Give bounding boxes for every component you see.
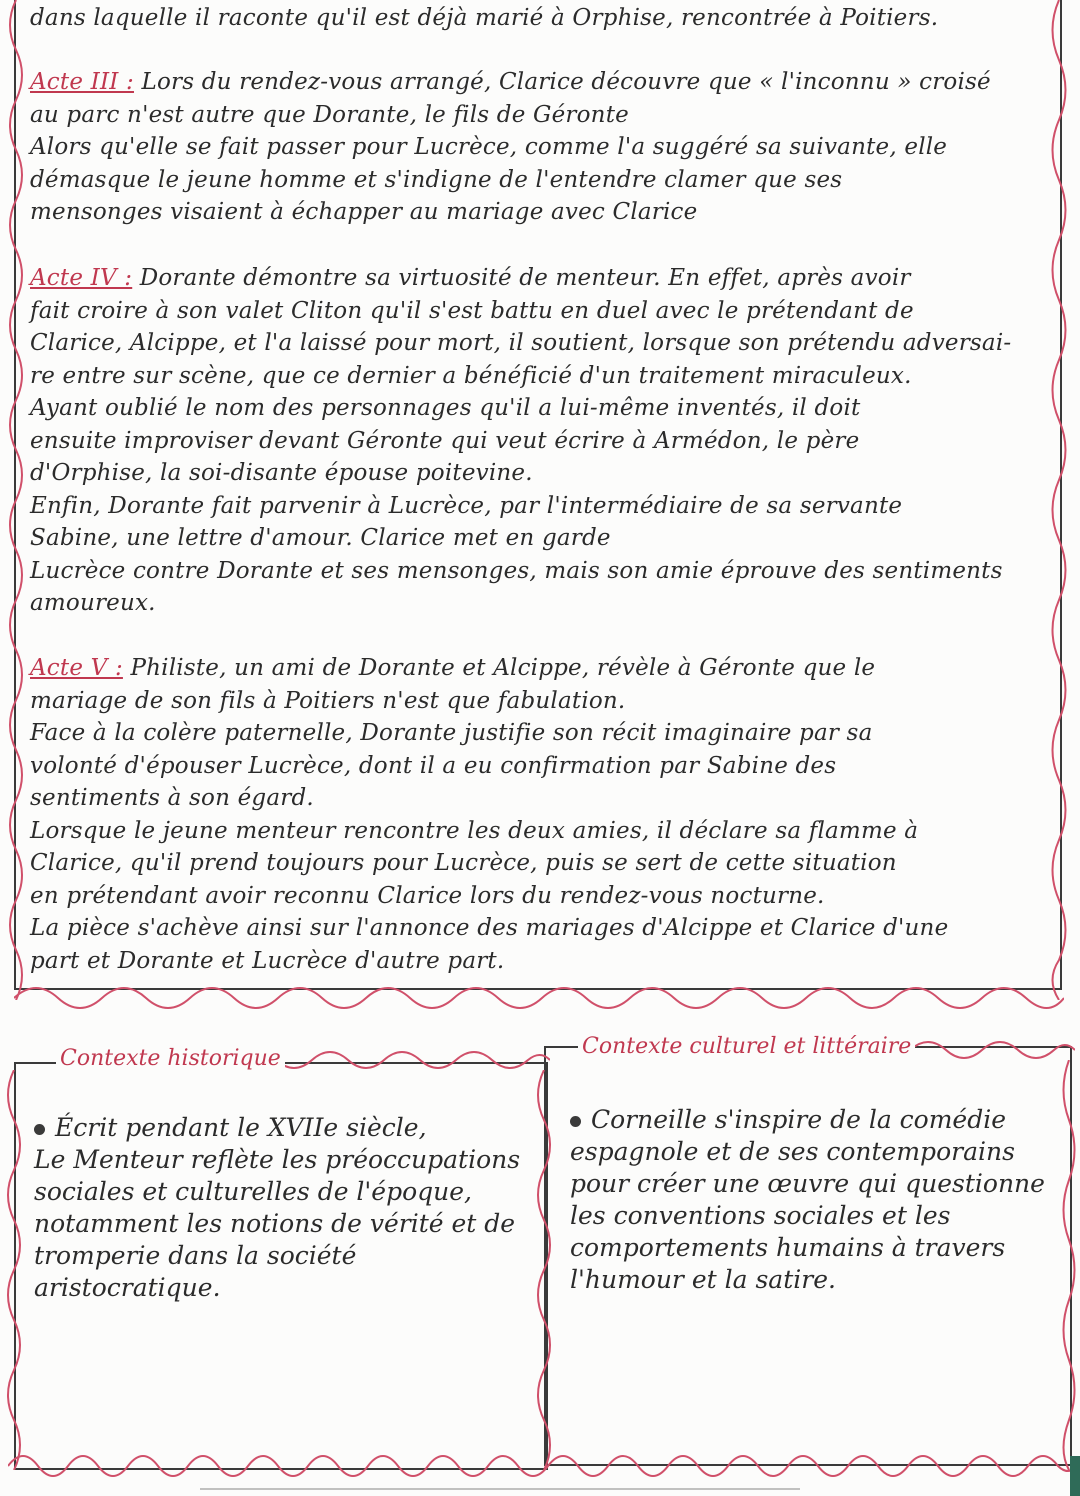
act-3-section (30, 66, 1050, 229)
bullet-icon (570, 1116, 581, 1127)
page-edge-line (200, 1488, 800, 1490)
notebook-tab (1070, 1456, 1080, 1496)
bullet-icon (34, 1124, 45, 1135)
act-4-line-4: Ayant oublié le nom des personnages qu'il a lui-même inventés, il doit (30, 395, 861, 421)
act-5-line-3: volonté d'épouser Lucrèce, dont il a eu confirmation par Sabine des (30, 752, 837, 779)
act-3-label: Acte III : (30, 69, 134, 95)
cult-line-0: Corneille s'inspire de la comédie (591, 1105, 1007, 1134)
act-5-line-5: Lorsque le jeune menteur rencontre les deux amies, il déclare sa flamme à (30, 817, 919, 844)
cultural-context-text (570, 1104, 1070, 1296)
act-5-line-1: mariage de son fils à Poitiers n'est que fabulation. (30, 687, 626, 714)
act-5-line-9: part et Dorante et Lucrèce d'autre part. (30, 947, 505, 974)
historical-context-title: Contexte historique (56, 1046, 285, 1071)
act-3-line-0: Lors du rendez-vous arrangé, Clarice découvre que « l'inconnu » croisé (141, 69, 991, 95)
hist-line-5: aristocratique. (34, 1273, 221, 1302)
act-4-line-7: Enfin, Dorante fait parvenir à Lucrèce, par l'intermédiaire de sa servante (30, 492, 903, 519)
act-3-line-4: mensonges visaient à échapper au mariage avec Clarice (30, 199, 698, 225)
cultural-context-title: Contexte culturel et littéraire (578, 1034, 915, 1059)
hist-line-4: tromperie dans la société (34, 1241, 357, 1270)
act-5-section (30, 652, 1050, 977)
hist-line-1: Le Menteur reflète les préoccupations (34, 1145, 521, 1174)
act-4-line-8: Sabine, une lettre d'amour. Clarice met en garde (30, 525, 611, 551)
historical-context-text (34, 1112, 534, 1304)
act-4-line-10: amoureux. (30, 590, 156, 616)
act-5-line-4: sentiments à son égard. (30, 785, 314, 811)
act-5-line-7: en prétendant avoir reconnu Clarice lors du rendez-vous nocturne. (30, 882, 825, 909)
act-3-line-1: au parc n'est autre que Dorante, le fils de Géronte (30, 101, 629, 128)
act-5-line-0: Philiste, un ami de Dorante et Alcippe, révèle à Géronte que le (130, 655, 876, 681)
cult-line-1: espagnole et de ses contemporains (570, 1137, 1015, 1166)
top-line: dans laquelle il raconte qu'il est déjà marié à Orphise, rencontrée à Poitiers. (30, 5, 939, 31)
act-3-line-3: démasque le jeune homme et s'indigne de l'entendre clamer que ses (30, 166, 843, 193)
act-5-line-8: La pièce s'achève ainsi sur l'annonce des mariages d'Alcippe et Clarice d'une (30, 915, 949, 941)
cult-line-5: l'humour et la satire. (570, 1265, 836, 1294)
act-5-line-6: Clarice, qu'il prend toujours pour Lucrèce, puis se sert de cette situation (30, 850, 897, 876)
act-4-label: Acte IV : (30, 265, 133, 291)
cult-line-3: les conventions sociales et les (570, 1201, 951, 1230)
hist-line-0: Écrit pendant le XVIIe siècle, (55, 1113, 427, 1142)
act-4-line-9: Lucrèce contre Dorante et ses mensonges, mais son amie éprouve des sentiments (30, 557, 1003, 584)
continued-text (30, 2, 1050, 35)
act-4-line-3: re entre sur scène, que ce dernier a bénéficié d'un traitement miraculeux. (30, 362, 912, 389)
hist-line-3: notamment les notions de vérité et de (34, 1209, 516, 1238)
cult-line-2: pour créer une œuvre qui questionne (570, 1169, 1045, 1198)
cult-line-4: comportements humains à travers (570, 1233, 1006, 1262)
act-4-line-1: fait croire à son valet Cliton qu'il s'est battu en duel avec le prétendant de (30, 297, 914, 324)
act-4-line-5: ensuite improviser devant Géronte qui veut écrire à Armédon, le père (30, 427, 860, 454)
act-5-label: Acte V : (30, 655, 123, 681)
hist-line-2: sociales et culturelles de l'époque, (34, 1177, 473, 1206)
act-4-line-0: Dorante démontre sa virtuosité de menteur. En effet, après avoir (139, 265, 911, 291)
act-5-line-2: Face à la colère paternelle, Dorante justifie son récit imaginaire par sa (30, 720, 873, 746)
act-3-line-2: Alors qu'elle se fait passer pour Lucrèce, comme l'a suggéré sa suivante, elle (30, 134, 948, 160)
act-4-line-2: Clarice, Alcippe, et l'a laissé pour mort, il soutient, lorsque son prétendu adversai- (30, 330, 1012, 356)
act-4-line-6: d'Orphise, la soi-disante épouse poitevine. (30, 460, 533, 486)
act-4-section (30, 262, 1050, 620)
